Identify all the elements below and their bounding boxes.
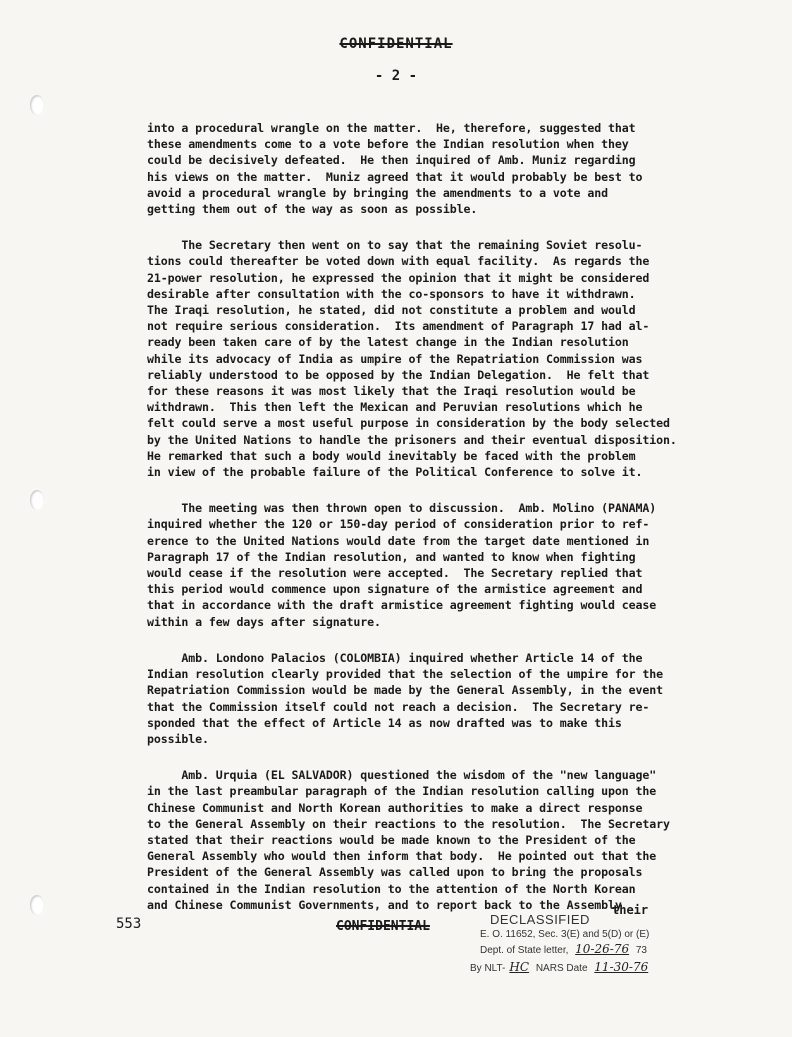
declassified-stamp: [470, 912, 720, 974]
text-line: desirable after consultation with the co-sponsors to have it withdrawn.: [147, 286, 636, 301]
text-line: Paragraph 17 of the Indian resolution, and wanted to know when fighting: [147, 549, 636, 564]
paragraph: [147, 120, 781, 217]
catchword: their: [612, 903, 649, 917]
text-line: tions could thereafter be voted down with equal facility. As regards the: [147, 254, 650, 269]
text-line: contained in the Indian resolution to the attention of the North Korean: [147, 881, 636, 896]
text-line: Repatriation Commission would be made by the General Assembly, in the event: [147, 683, 664, 698]
stamp-dept-line: Dept. of State letter, 10-26-76 73: [480, 942, 647, 956]
text-line: by the United Nations to handle the prisoners and their eventual disposition.: [147, 432, 677, 447]
stamp-dept-date: 10-26-76: [575, 942, 630, 956]
text-line: that the Commission itself could not reach a decision. The Secretary re-: [147, 699, 650, 714]
paragraph: [147, 767, 781, 913]
paragraph: [147, 650, 781, 747]
text-line: Chinese Communist and North Korean authorities to make a direct response: [147, 800, 643, 815]
body-text: [147, 120, 781, 933]
text-line: not require serious consideration. Its amendment of Paragraph 17 had al-: [147, 319, 650, 334]
text-line: getting them out of the way as soon as possible.: [147, 202, 478, 217]
text-line: 21-power resolution, he expressed the opinion that it might be considered: [147, 270, 650, 285]
punch-hole: [30, 95, 44, 115]
text-line: these amendments come to a vote before the Indian resolution when they: [147, 137, 629, 152]
text-line: President of the General Assembly was called upon to bring the proposals: [147, 865, 643, 880]
text-line: would cease if the resolution were accepted. The Secretary replied that: [147, 566, 643, 581]
text-line: ready been taken care of by the latest change in the Indian resolution: [147, 335, 629, 350]
text-line: stated that their reactions would be made known to the President of the: [147, 832, 636, 847]
stamp-authority: E. O. 11652, Sec. 3(E) and 5(D) or (E): [480, 929, 650, 940]
text-line: and Chinese Communist Governments, and to report back to the Assembly: [147, 897, 622, 912]
text-line: The Secretary then went on to say that the remaining Soviet resolu-: [147, 238, 643, 253]
text-line: that in accordance with the draft armistice agreement fighting would cease: [147, 598, 657, 613]
text-line: could be decisively defeated. He then inquired of Amb. Muniz regarding: [147, 153, 636, 168]
text-line: in the last preambular paragraph of the Indian resolution calling upon the: [147, 784, 657, 799]
header-classification: CONFIDENTIAL: [339, 36, 453, 52]
stamp-initials: HC: [509, 960, 530, 974]
text-line: Amb. Londono Palacios (COLOMBIA) inquired whether Article 14 of the: [147, 650, 643, 665]
text-line: Amb. Urquia (EL SALVADOR) questioned the wisdom of the "new language": [147, 768, 657, 783]
text-line: his views on the matter. Muniz agreed that it would probably be best to: [147, 169, 643, 184]
text-line: felt could serve a most useful purpose in consideration by the body selected: [147, 416, 670, 431]
text-line: while its advocacy of India as umpire of the Repatriation Commission was: [147, 351, 643, 366]
text-line: reliably understood to be opposed by the Indian Delegation. He felt that: [147, 367, 650, 382]
stamp-title: DECLASSIFIED: [490, 912, 590, 927]
text-line: Indian resolution clearly provided that the selection of the umpire for the: [147, 667, 664, 682]
page-number: - 2 -: [374, 68, 418, 84]
stamp-by-line: By NLT- HC NARS Date 11-30-76: [470, 960, 649, 974]
text-line: General Assembly who would then inform that body. He pointed out that the: [147, 849, 657, 864]
text-line: to the General Assembly on their reactions to the resolution. The Secretary: [147, 816, 670, 831]
text-line: into a procedural wrangle on the matter. He, therefore, suggested that: [147, 121, 636, 135]
document-number: 553: [116, 916, 142, 932]
text-line: this period would commence upon signature of the armistice agreement and: [147, 582, 643, 597]
stamp-nars-date: 11-30-76: [594, 960, 649, 974]
text-line: within a few days after signature.: [147, 614, 381, 629]
text-line: sponded that the effect of Article 14 as now drafted was to make this: [147, 715, 622, 730]
text-line: avoid a procedural wrangle by bringing the amendments to a vote and: [147, 185, 608, 200]
punch-hole: [30, 490, 44, 510]
text-line: withdrawn. This then left the Mexican and Peruvian resolutions which he: [147, 400, 643, 415]
punch-hole: [30, 895, 44, 915]
text-line: erence to the United Nations would date from the target date mentioned in: [147, 533, 650, 548]
text-line: for these reasons it was most likely that the Iraqi resolution would be: [147, 384, 636, 399]
text-line: The meeting was then thrown open to discussion. Amb. Molino (PANAMA): [147, 501, 657, 516]
footer-classification: CONFIDENTIAL: [336, 919, 430, 934]
paragraph: [147, 500, 781, 630]
text-line: He remarked that such a body would inevitably be faced with the problem: [147, 448, 636, 463]
text-line: The Iraqi resolution, he stated, did not constitute a problem and would: [147, 303, 636, 318]
text-line: inquired whether the 120 or 150-day period of consideration prior to ref-: [147, 517, 650, 532]
text-line: in view of the probable failure of the Political Conference to solve it.: [147, 465, 643, 480]
text-line: possible.: [147, 731, 209, 746]
paragraph: [147, 237, 781, 480]
